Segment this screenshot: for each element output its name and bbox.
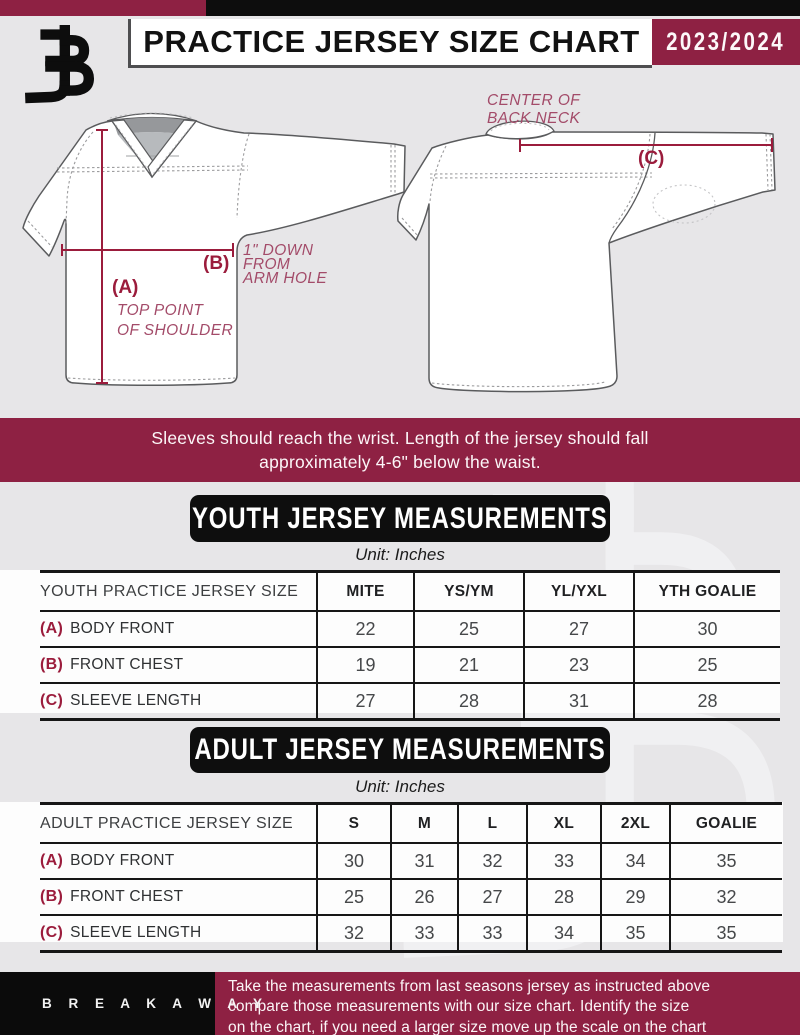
row-key: (A) — [40, 620, 64, 637]
row-key: (C) — [40, 924, 64, 941]
footer — [0, 972, 800, 1035]
cell-value: 27 — [317, 683, 414, 720]
cell-value: 22 — [317, 611, 414, 647]
label-c: (C) — [638, 148, 665, 169]
page-title: PRACTICE JERSEY SIZE CHART — [143, 24, 640, 59]
cell-value: 29 — [601, 879, 670, 915]
cell-value: 34 — [527, 915, 601, 952]
fit-note-line-2: approximately 4-6" below the waist. — [259, 451, 541, 472]
cell-value: 32 — [670, 879, 782, 915]
row-label: FRONT CHEST — [70, 888, 184, 905]
table-row — [40, 843, 782, 879]
cell-value: 25 — [414, 611, 524, 647]
youth-col-ylyxl: YL/YXL — [524, 572, 634, 612]
adult-col-m: M — [391, 804, 458, 844]
top-bar-maroon — [0, 0, 206, 16]
cell-value: 19 — [317, 647, 414, 683]
youth-col-ysym: YS/YM — [414, 572, 524, 612]
row-label: BODY FRONT — [70, 620, 175, 637]
cell-value: 23 — [524, 647, 634, 683]
cell-value: 32 — [458, 843, 527, 879]
adult-col-2xl: 2XL — [601, 804, 670, 844]
label-b-note-3: ARM HOLE — [243, 270, 328, 287]
season-label: 2023/2024 — [666, 27, 786, 56]
row-key: (B) — [40, 888, 64, 905]
cell-value: 31 — [391, 843, 458, 879]
page-title-box — [128, 19, 652, 68]
cell-value: 25 — [634, 647, 780, 683]
cell-value: 31 — [524, 683, 634, 720]
back-jersey-diagram — [398, 92, 775, 392]
adult-table-title: ADULT PRACTICE JERSEY SIZE — [40, 814, 294, 832]
cell-value: 35 — [601, 915, 670, 952]
front-jersey-diagram — [23, 113, 405, 385]
youth-unit-label: Unit: Inches — [355, 545, 445, 564]
row-label: SLEEVE LENGTH — [70, 924, 202, 941]
table-row — [40, 683, 780, 720]
footer-note-line-1: Take the measurements from last seasons jersey as instructed above — [228, 978, 711, 995]
cell-value: 30 — [634, 611, 780, 647]
cell-value: 35 — [670, 843, 782, 879]
fit-note-banner — [0, 418, 800, 482]
cell-value: 27 — [458, 879, 527, 915]
adult-col-s: S — [317, 804, 391, 844]
youth-size-table — [40, 570, 780, 721]
cell-value: 33 — [391, 915, 458, 952]
table-row — [40, 915, 782, 952]
table-row — [40, 611, 780, 647]
footer-brand-block — [0, 972, 269, 1035]
adult-section-title: ADULT JERSEY MEASUREMENTS — [194, 733, 606, 766]
cell-value: 28 — [634, 683, 780, 720]
cell-value: 25 — [317, 879, 391, 915]
row-label: FRONT CHEST — [70, 656, 184, 673]
youth-header-row — [40, 572, 780, 612]
label-c-note-2: BACK NECK — [487, 110, 581, 127]
label-b: (B) — [203, 253, 230, 274]
cell-value: 32 — [317, 915, 391, 952]
row-key: (B) — [40, 656, 64, 673]
cell-value: 27 — [524, 611, 634, 647]
adult-col-l: L — [458, 804, 527, 844]
adult-col-goalie: GOALIE — [670, 804, 782, 844]
cell-value: 30 — [317, 843, 391, 879]
youth-table-title: YOUTH PRACTICE JERSEY SIZE — [40, 582, 299, 600]
adult-header-row — [40, 804, 782, 844]
youth-section-title: YOUTH JERSEY MEASUREMENTS — [192, 501, 608, 535]
cell-value: 28 — [527, 879, 601, 915]
label-b-note-1: 1" DOWN — [243, 242, 314, 259]
footer-note-line-2: compare those measurements with our size chart. Identify the size — [228, 998, 690, 1016]
adult-section-title-box — [190, 727, 610, 773]
table-row — [40, 647, 780, 683]
cell-value: 33 — [458, 915, 527, 952]
youth-col-goalie: YTH GOALIE — [634, 572, 780, 612]
table-row — [40, 879, 782, 915]
cell-value: 33 — [527, 843, 601, 879]
row-label: BODY FRONT — [70, 852, 175, 869]
adult-size-table — [40, 802, 782, 953]
footer-note-line-3: on the chart, if you need a larger size move up the scale on the chart — [228, 1018, 707, 1035]
label-a: (A) — [112, 277, 139, 298]
label-a-note-1: TOP POINT — [117, 302, 204, 319]
cell-value: 35 — [670, 915, 782, 952]
cell-value: 21 — [414, 647, 524, 683]
row-label: SLEEVE LENGTH — [70, 692, 202, 709]
brand-wordmark: B R E A K A W A Y — [42, 996, 269, 1011]
label-c-note-1: CENTER OF — [487, 92, 581, 109]
adult-col-xl: XL — [527, 804, 601, 844]
jersey-measurement-diagram — [0, 88, 800, 410]
youth-section-title-box — [190, 495, 610, 542]
row-key: (C) — [40, 692, 64, 709]
youth-col-mite: MITE — [317, 572, 414, 612]
label-b-note-2: FROM — [243, 256, 291, 273]
season-badge — [652, 19, 800, 65]
cell-value: 26 — [391, 879, 458, 915]
row-key: (A) — [40, 852, 64, 869]
adult-unit-label: Unit: Inches — [355, 777, 445, 796]
fit-note-line-1: Sleeves should reach the wrist. Length of the jersey should fall — [151, 427, 649, 448]
footer-note — [215, 972, 800, 1035]
cell-value: 34 — [601, 843, 670, 879]
label-a-note-2: OF SHOULDER — [117, 322, 234, 339]
cell-value: 28 — [414, 683, 524, 720]
